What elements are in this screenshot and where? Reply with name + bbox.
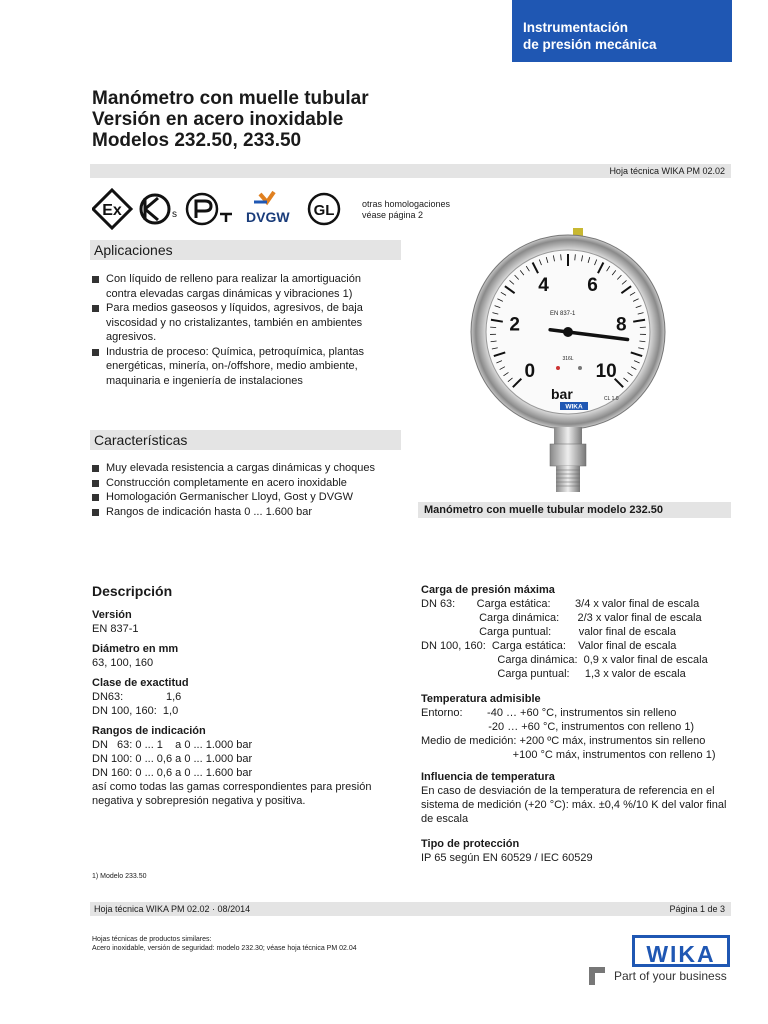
- max-pressure-line: Carga puntual: 1,3 x valor de escala: [421, 668, 686, 680]
- gl-text: GL: [313, 202, 335, 219]
- description-heading: Descripción: [92, 583, 173, 599]
- protection-value: IP 65 según EN 60529 / IEC 60529: [421, 852, 593, 864]
- temperature-line: Entorno: -40 … +60 °C, instrumentos sin relleno: [421, 707, 677, 719]
- minor-tick: [561, 254, 562, 260]
- ex-text: Ex: [102, 202, 122, 219]
- footer-bar: [90, 902, 731, 916]
- title-line1: Manómetro con muelle tubular: [92, 88, 369, 109]
- max-pressure-line: Carga dinámica: 2/3 x valor final de escala: [421, 612, 702, 624]
- accuracy-line: DN63: 1,6: [92, 691, 182, 703]
- approvals-note: [362, 199, 450, 221]
- scale-label: 4: [538, 274, 549, 296]
- wika-logo: WIKA: [632, 935, 730, 967]
- features-heading: Características: [94, 432, 188, 448]
- pressure-gauge-svg: [468, 222, 668, 502]
- scale-label: 10: [595, 361, 617, 383]
- description-column: [92, 583, 402, 808]
- footnote: 1) Modelo 233.50: [92, 873, 147, 880]
- page-number: Página 1 de 3: [669, 904, 725, 914]
- datasheet-bar: [90, 164, 731, 178]
- version-label: Versión: [92, 609, 132, 621]
- kcs-icon: [141, 195, 177, 223]
- applications-heading: Aplicaciones: [94, 242, 173, 258]
- max-pressure-line: Carga puntual: valor final de escala: [421, 626, 676, 638]
- similar-products: [92, 935, 357, 953]
- accuracy-label: Clase de exactitud: [92, 677, 189, 689]
- temperature-line: -20 … +60 °C, instrumentos con relleno 1): [421, 721, 695, 733]
- dial-dot: [578, 366, 582, 370]
- applications-list: [92, 272, 382, 388]
- dial-unit: bar: [551, 386, 573, 402]
- diameter-value: 63, 100, 160: [92, 657, 154, 669]
- dial-brand: WIKA: [565, 403, 583, 411]
- category-header: [512, 0, 732, 62]
- range-line: DN 63: 0 ... 1 a 0 ... 1.000 bar: [92, 739, 253, 751]
- diameter-label: Diámetro en mm: [92, 643, 179, 655]
- svg-text:s: s: [172, 209, 177, 220]
- temp-influence-text: En caso de desviación de la temperatura de referencia en el sistema de medición (+20 °C): máx. ±0,4 %/10 K del valor final de escala: [421, 785, 727, 825]
- features-heading-bar: [90, 430, 401, 450]
- tagline-mark-icon: [589, 967, 605, 985]
- range-line: DN 100: 0 ... 0,6 a 0 ... 1.000 bar: [92, 753, 253, 765]
- page-title: [92, 88, 369, 151]
- list-item: Homologación Germanischer Lloyd, Gost y DVGW: [92, 490, 402, 505]
- dial-class: CL 1.0: [604, 396, 619, 402]
- features-list: [92, 461, 402, 519]
- scale-label: 8: [616, 314, 627, 336]
- similar-line2: Acero inoxidable, versión de seguridad: modelo 232.30; véase hoja técnica PM 02.04: [92, 945, 357, 952]
- dial-dot: [556, 366, 560, 370]
- footer-ref: Hoja técnica WIKA PM 02.02 · 08/2014: [94, 904, 251, 914]
- datasheet-ref: Hoja técnica WIKA PM 02.02: [609, 166, 725, 176]
- list-item: Con líquido de relleno para realizar la amortiguación contra elevadas cargas dinámicas y vibraciones 1): [92, 272, 382, 301]
- scale-label: 6: [587, 274, 598, 296]
- category-line2: de presión mecánica: [523, 37, 657, 52]
- list-item: Muy elevada resistencia a cargas dinámicas y choques: [92, 461, 402, 476]
- similar-line1: Hojas técnicas de productos similares:: [92, 936, 212, 943]
- needle-hub: [563, 327, 573, 337]
- approval-logos-svg: [92, 188, 362, 230]
- temperature-line: +100 °C máx, instrumentos con relleno 1): [421, 749, 716, 761]
- gost-icon: [187, 194, 232, 224]
- approvals-note-line2: véase página 2: [362, 210, 424, 220]
- title-line2: Versión en acero inoxidable: [92, 109, 344, 130]
- title-line3: Modelos 232.50, 233.50: [92, 130, 302, 151]
- protection-label: Tipo de protección: [421, 838, 520, 850]
- pressure-gauge-image: [468, 222, 668, 502]
- max-pressure-line: Carga dinámica: 0,9 x valor final de escala: [421, 654, 708, 666]
- max-pressure-line: DN 63: Carga estática: 3/4 x valor final de escala: [421, 598, 700, 610]
- dial-standard: EN 837-1: [550, 311, 576, 317]
- dvgw-icon: [254, 192, 274, 202]
- image-caption: Manómetro con muelle tubular modelo 232.50: [424, 504, 663, 516]
- accuracy-line: DN 100, 160: 1,0: [92, 705, 179, 717]
- range-line: DN 160: 0 ... 0,6 a 0 ... 1.600 bar: [92, 767, 253, 779]
- list-item: Rangos de indicación hasta 0 ... 1.600 bar: [92, 505, 402, 520]
- ranges-label: Rangos de indicación: [92, 725, 206, 737]
- max-pressure-line: DN 100, 160: Carga estática: Valor final de escala: [421, 640, 677, 652]
- max-pressure-label: Carga de presión máxima: [421, 584, 555, 596]
- applications-heading-bar: [90, 240, 401, 260]
- tagline: Part of your business: [614, 969, 727, 983]
- image-caption-bar: [418, 502, 731, 518]
- list-item: Industria de proceso: Química, petroquímica, plantas energéticas, minería, on-/offshore, medio ambiente, maquinaria e ingeniería de instalaciones: [92, 345, 382, 389]
- minor-tick: [575, 254, 576, 260]
- dvgw-text: DVGW: [246, 209, 290, 225]
- approval-logos: [92, 188, 362, 230]
- scale-label: 0: [524, 361, 536, 383]
- specs-column: [421, 583, 733, 865]
- list-item: Para medios gaseosos y líquidos, agresivos, de baja viscosidad y no cristalizantes, también en ambientes agresivos.: [92, 301, 382, 345]
- dial-material: 316L: [562, 356, 574, 362]
- category-line1: Instrumentación: [523, 20, 629, 35]
- ranges-note: así como todas las gamas correspondientes para presión negativa y sobrepresión negativa y positiva.: [92, 781, 372, 807]
- temperature-label: Temperatura admisible: [421, 693, 541, 705]
- approvals-note-line1: otras homologaciones: [362, 199, 451, 209]
- gauge-socket: [554, 427, 582, 445]
- scale-label: 2: [509, 314, 520, 336]
- temp-influence-label: Influencia de temperatura: [421, 771, 555, 783]
- gauge-hex-nut: [550, 444, 586, 466]
- temperature-line: Medio de medición: +200 ºC máx, instrumentos sin relleno: [421, 735, 706, 747]
- list-item: Construcción completamente en acero inoxidable: [92, 476, 402, 491]
- version-value: EN 837-1: [92, 623, 139, 635]
